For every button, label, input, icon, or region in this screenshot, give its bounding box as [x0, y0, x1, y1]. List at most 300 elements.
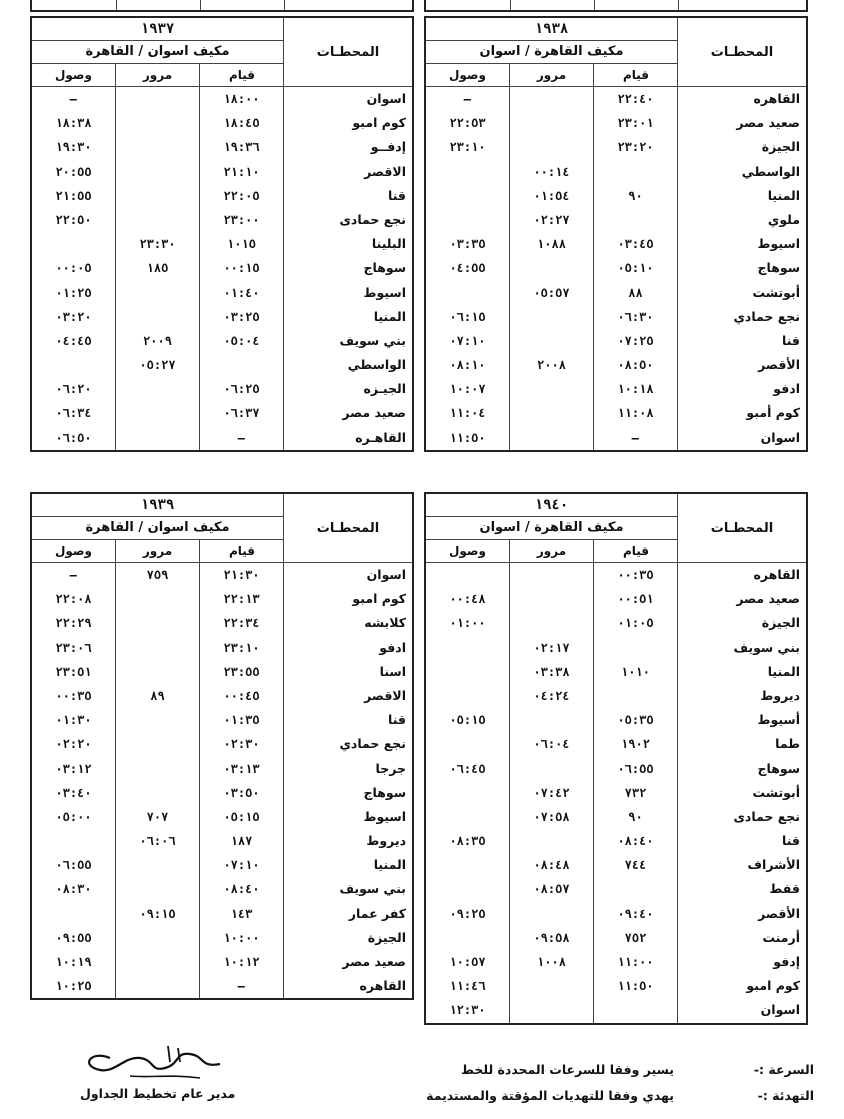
pass-cell	[116, 160, 200, 184]
depart-cell: ٠٨:٤٠	[200, 877, 284, 901]
arrive-cell: ٠١:٣٠	[32, 708, 116, 732]
station-cell: كلابشه	[364, 615, 406, 631]
col-header-arrive: وصول	[426, 540, 510, 562]
depart-cell: ٢٢:٤٠	[594, 87, 678, 111]
station-cell: الأقصر	[758, 905, 800, 921]
station-cell: صعيد مصر	[736, 115, 800, 131]
depart-cell: ٢٣:٠٠	[200, 208, 284, 232]
station-cell: الاقصر	[364, 163, 406, 179]
station-cell: قنا	[782, 833, 800, 849]
station-cell: طما	[775, 736, 800, 752]
col-header-arrive: وصول	[32, 540, 116, 562]
depart-cell: ٠٥:٣٥	[594, 708, 678, 732]
depart-cell: ٠٢:٣٠	[200, 732, 284, 756]
depart-cell: ١٩:٣٦	[200, 135, 284, 159]
depart-cell: ٢٣:٠١	[594, 111, 678, 135]
handwritten-signature	[70, 1028, 240, 1088]
station-cell: قفط	[769, 881, 800, 897]
pass-cell: ٠١:٥٤	[510, 184, 594, 208]
depart-cell: —	[200, 974, 284, 998]
pass-cell	[510, 256, 594, 280]
pass-cell: ٠٦:٠٤	[510, 732, 594, 756]
station-cell: اسوان	[760, 1002, 800, 1018]
pass-cell	[116, 853, 200, 877]
station-cell: كوم أمبو	[746, 405, 800, 421]
table-route: مكيف اسوان / القاهرة	[32, 517, 283, 540]
pass-cell: ٠٤:٢٤	[510, 684, 594, 708]
arrive-cell	[426, 281, 510, 305]
depart-cell	[594, 684, 678, 708]
table-body	[426, 563, 806, 1023]
station-cell: ادفو	[773, 381, 800, 397]
table-header	[426, 18, 806, 87]
depart-cell: ٢٣:١٠	[200, 636, 284, 660]
arrive-cell: ٢٢:٢٩	[32, 611, 116, 635]
col-header-depart: قيام	[622, 68, 650, 82]
pass-cell	[116, 732, 200, 756]
table-header	[32, 494, 412, 563]
col-header-pass: مرور	[510, 64, 594, 86]
depart-cell: ٠٣:٥٠	[200, 781, 284, 805]
depart-cell: ٠٠:٤٥	[200, 684, 284, 708]
station-cell: البلينا	[371, 236, 406, 252]
pass-cell	[510, 708, 594, 732]
arrive-cell: ٠٧:١٠	[426, 329, 510, 353]
station-cell: الأقصر	[758, 357, 800, 373]
pass-cell: ٨٩	[116, 684, 200, 708]
station-cell: صعيد مصر	[736, 591, 800, 607]
station-cell: ملوي	[767, 211, 800, 227]
table-year: ١٩٣٧	[32, 18, 283, 41]
pass-cell	[510, 135, 594, 159]
col-header-arrive: وصول	[426, 64, 510, 86]
pass-cell	[116, 611, 200, 635]
station-cell: ديروط	[760, 687, 800, 703]
station-cell: ديروط	[366, 833, 406, 849]
pass-cell: ٠٢:٢٧	[510, 208, 594, 232]
col-header-depart: قيام	[228, 544, 256, 558]
timetable-1940	[424, 492, 808, 1025]
depart-cell: ٧٣٢	[594, 781, 678, 805]
depart-cell: ١٨:٠٠	[200, 87, 284, 111]
arrive-cell: ٠٤:٤٥	[32, 329, 116, 353]
depart-cell: ٠٦:٣٠	[594, 305, 678, 329]
arrive-cell: ٠٥:١٥	[426, 708, 510, 732]
depart-cell: ١١:٠٨	[594, 401, 678, 425]
pass-cell	[510, 974, 594, 998]
table-header	[32, 18, 412, 87]
arrive-cell: ١١:٥٠	[426, 426, 510, 450]
arrive-cell: ٠٦:٥٠	[32, 426, 116, 450]
station-cell: اسنا	[379, 663, 406, 679]
arrive-cell: ٠٦:٤٥	[426, 757, 510, 781]
arrive-cell: ٠١:٠٠	[426, 611, 510, 635]
table-year: ١٩٣٩	[32, 494, 283, 517]
pass-cell: ٠٩:٥٨	[510, 926, 594, 950]
pass-cell	[116, 781, 200, 805]
col-header-depart: قيام	[622, 544, 650, 558]
station-cell: صعيد مصر	[342, 405, 406, 421]
station-cell: قنا	[782, 332, 800, 348]
depart-cell: ١٠:١٢	[200, 950, 284, 974]
station-cell: سوهاج	[363, 784, 406, 800]
depart-cell: ٢٢:٣٤	[200, 611, 284, 635]
pass-cell: ٢٠٠٨	[510, 353, 594, 377]
arrive-cell: ٠٨:٣٥	[426, 829, 510, 853]
pass-cell: ٧٠٧	[116, 805, 200, 829]
station-cell: اسيوط	[757, 236, 800, 252]
pass-cell	[116, 135, 200, 159]
slowdown-note-text: يهدي وفقا للتهديات المؤقتة والمستديمة	[426, 1088, 674, 1103]
arrive-cell: ٠٦:٣٤	[32, 401, 116, 425]
station-cell: نجع حمادي	[339, 736, 406, 752]
depart-cell: ٠٠:٥١	[594, 587, 678, 611]
table-header	[426, 494, 806, 563]
arrive-cell: ٠٤:٥٥	[426, 256, 510, 280]
col-header-pass: مرور	[116, 540, 200, 562]
depart-cell: ١٠١٥	[200, 232, 284, 256]
pass-cell	[510, 998, 594, 1022]
station-cell: الواسطي	[347, 357, 406, 373]
station-cell: أبوتشت	[752, 784, 800, 800]
pass-cell: ٠٧:٤٢	[510, 781, 594, 805]
depart-cell: ٠٣:١٣	[200, 757, 284, 781]
station-cell: سوهاج	[363, 260, 406, 276]
depart-cell: ٠٥:١٥	[200, 805, 284, 829]
depart-cell: ١٨:٤٥	[200, 111, 284, 135]
timetable-1939	[30, 492, 414, 1000]
arrive-cell: ٢٣:٠٦	[32, 636, 116, 660]
arrive-cell	[426, 636, 510, 660]
depart-cell: ٠٧:١٠	[200, 853, 284, 877]
arrive-cell: ١٨:٣٨	[32, 111, 116, 135]
station-cell: كوم امبو	[352, 591, 406, 607]
station-cell: المنيا	[767, 663, 800, 679]
depart-cell: ١٠:٠٠	[200, 926, 284, 950]
timetable-1938	[424, 16, 808, 452]
arrive-cell: ١٩:٣٠	[32, 135, 116, 159]
arrive-cell	[32, 829, 116, 853]
pass-cell	[510, 87, 594, 111]
pass-cell	[510, 111, 594, 135]
depart-cell	[594, 877, 678, 901]
station-cell: اسوان	[760, 429, 800, 445]
station-cell: المنيا	[373, 308, 406, 324]
arrive-cell	[426, 805, 510, 829]
pass-cell: ٠٥:٥٧	[510, 281, 594, 305]
pass-cell	[116, 377, 200, 401]
arrive-cell: ٠٢:٢٠	[32, 732, 116, 756]
depart-cell	[594, 160, 678, 184]
station-cell: الاقصر	[364, 687, 406, 703]
arrive-cell: ٠٦:٥٥	[32, 853, 116, 877]
depart-cell: ٠٥:١٠	[594, 256, 678, 280]
arrive-cell: ٠٣:٣٥	[426, 232, 510, 256]
pass-cell: ٠٠:١٤	[510, 160, 594, 184]
arrive-cell	[426, 853, 510, 877]
depart-cell: ٢١:٣٠	[200, 563, 284, 587]
station-cell: سوهاج	[757, 760, 800, 776]
depart-cell: ٨٨	[594, 281, 678, 305]
pass-cell	[116, 950, 200, 974]
station-cell: قنا	[388, 712, 406, 728]
depart-cell: ٠٦:٥٥	[594, 757, 678, 781]
arrive-cell: ٢٣:١٠	[426, 135, 510, 159]
table-year: ١٩٤٠	[426, 494, 677, 517]
station-cell: المنيا	[767, 187, 800, 203]
col-header-station: المحطـات	[316, 520, 380, 536]
pass-cell	[116, 926, 200, 950]
speed-note-label: السرعة :-	[753, 1062, 814, 1077]
station-cell: قنا	[388, 187, 406, 203]
depart-cell: ٠٣:٢٥	[200, 305, 284, 329]
pass-cell	[116, 877, 200, 901]
pass-cell	[510, 563, 594, 587]
arrive-cell: —	[32, 563, 116, 587]
arrive-cell	[426, 926, 510, 950]
table-body	[426, 87, 806, 450]
depart-cell	[594, 636, 678, 660]
arrive-cell: ٢٢:٥٠	[32, 208, 116, 232]
pass-cell: ٠٨:٤٨	[510, 853, 594, 877]
depart-cell: ١٨٧	[200, 829, 284, 853]
depart-cell: —	[200, 426, 284, 450]
col-header-depart: قيام	[228, 68, 256, 82]
table-body	[32, 563, 412, 998]
arrive-cell: ٠٨:١٠	[426, 353, 510, 377]
station-cell: نجع حمادى	[339, 211, 406, 227]
station-cell: اسيوط	[363, 284, 406, 300]
station-cell: بني سويف	[733, 639, 800, 655]
pass-cell: ٠٧:٥٨	[510, 805, 594, 829]
station-cell: القاهره	[359, 978, 406, 994]
arrive-cell	[426, 732, 510, 756]
depart-cell: ٠١:٣٥	[200, 708, 284, 732]
station-cell: جرجا	[375, 760, 406, 776]
depart-cell	[594, 208, 678, 232]
station-cell: كوم امبو	[352, 115, 406, 131]
arrive-cell: ٢٣:٥١	[32, 660, 116, 684]
pass-cell: ٠٣:٣٨	[510, 660, 594, 684]
pass-cell: ١٠٨٨	[510, 232, 594, 256]
arrive-cell: ١٠:١٩	[32, 950, 116, 974]
arrive-cell	[32, 232, 116, 256]
station-cell: الجيزة	[761, 615, 800, 631]
arrive-cell: ٠١:٢٥	[32, 281, 116, 305]
pass-cell	[116, 426, 200, 450]
pass-cell	[116, 184, 200, 208]
pass-cell	[116, 708, 200, 732]
arrive-cell: ٠٠:٤٨	[426, 587, 510, 611]
station-cell: إدفو	[773, 954, 800, 969]
station-cell: القاهره	[753, 91, 800, 106]
arrive-cell	[32, 353, 116, 377]
station-cell: كفر عمار	[348, 905, 406, 921]
signature-title: مدير عام تخطيط الجداول	[80, 1086, 236, 1101]
table-route: مكيف القاهرة / اسوان	[426, 41, 677, 64]
depart-cell: —	[594, 426, 678, 450]
arrive-cell	[426, 160, 510, 184]
depart-cell: ٠٨:٤٠	[594, 829, 678, 853]
arrive-cell: ٠٠:٠٥	[32, 256, 116, 280]
pass-cell: ٠٢:١٧	[510, 636, 594, 660]
arrive-cell: ٠٩:٢٥	[426, 902, 510, 926]
depart-cell: ٠٧:٢٥	[594, 329, 678, 353]
pass-cell	[116, 757, 200, 781]
depart-cell: ٠٣:٤٥	[594, 232, 678, 256]
arrive-cell: ١١:٤٦	[426, 974, 510, 998]
timetable-1937	[30, 16, 414, 452]
pass-cell	[510, 611, 594, 635]
arrive-cell: —	[426, 87, 510, 111]
arrive-cell	[426, 184, 510, 208]
station-cell: القاهره	[753, 567, 800, 582]
depart-cell: ٠٠:١٥	[200, 256, 284, 280]
pass-cell: ٢٣:٣٠	[116, 232, 200, 256]
depart-cell	[594, 998, 678, 1022]
depart-cell: ١٤٣	[200, 902, 284, 926]
station-cell: القاهـره	[355, 429, 406, 445]
depart-cell: ١١:٠٠	[594, 950, 678, 974]
pass-cell: ٠٩:١٥	[116, 902, 200, 926]
station-cell: الواسطي	[741, 163, 800, 179]
slowdown-note-label: التهدئة :-	[757, 1088, 814, 1103]
pass-cell	[510, 329, 594, 353]
pass-cell	[510, 377, 594, 401]
depart-cell: ٢٣:٢٠	[594, 135, 678, 159]
col-header-pass: مرور	[116, 64, 200, 86]
pass-cell	[510, 401, 594, 425]
arrive-cell: —	[32, 87, 116, 111]
depart-cell: ١٩٠٢	[594, 732, 678, 756]
pass-cell	[116, 587, 200, 611]
depart-cell: ٠٥:٠٤	[200, 329, 284, 353]
pass-cell	[116, 111, 200, 135]
station-cell: المنيا	[373, 857, 406, 873]
arrive-cell: ٠٦:٢٠	[32, 377, 116, 401]
depart-cell: ٢١:١٠	[200, 160, 284, 184]
col-header-station: المحطـات	[710, 44, 774, 60]
col-header-station: المحطـات	[316, 44, 380, 60]
depart-cell: ٠٠:٣٥	[594, 563, 678, 587]
depart-cell: ١١:٥٠	[594, 974, 678, 998]
depart-cell: ٠١:٤٠	[200, 281, 284, 305]
col-header-pass: مرور	[510, 540, 594, 562]
pass-cell	[116, 401, 200, 425]
col-header-station: المحطـات	[710, 520, 774, 536]
pass-cell: ١٠٠٨	[510, 950, 594, 974]
station-cell: بني سويف	[339, 332, 406, 348]
depart-cell: ٢٢:١٣	[200, 587, 284, 611]
depart-cell: ٠٦:٢٥	[200, 377, 284, 401]
depart-cell: ١٠:١٨	[594, 377, 678, 401]
depart-cell: ٠٦:٣٧	[200, 401, 284, 425]
pass-cell	[510, 587, 594, 611]
pass-cell: ٠٥:٢٧	[116, 353, 200, 377]
pass-cell	[116, 974, 200, 998]
pass-cell	[116, 660, 200, 684]
table-year: ١٩٣٨	[426, 18, 677, 41]
depart-cell: ٢٢:٠٥	[200, 184, 284, 208]
arrive-cell: ٠٥:٠٠	[32, 805, 116, 829]
col-header-arrive: وصول	[32, 64, 116, 86]
depart-cell: ٧٥٢	[594, 926, 678, 950]
station-cell: نجع حمادى	[733, 808, 800, 824]
top-cutoff-table-right	[424, 0, 808, 12]
arrive-cell: ٢١:٥٥	[32, 184, 116, 208]
arrive-cell: ١٠:٠٧	[426, 377, 510, 401]
depart-cell: ٩٠	[594, 184, 678, 208]
pass-cell	[510, 829, 594, 853]
pass-cell	[510, 426, 594, 450]
station-cell: إدفــو	[370, 139, 406, 155]
arrive-cell: ١٢:٣٠	[426, 998, 510, 1022]
station-cell: نجع حمادي	[733, 308, 800, 324]
depart-cell: ٩٠	[594, 805, 678, 829]
station-cell: الجيزة	[761, 139, 800, 155]
arrive-cell: ٢٢:٠٨	[32, 587, 116, 611]
depart-cell: ٠٩:٤٠	[594, 902, 678, 926]
pass-cell	[116, 208, 200, 232]
station-cell: اسوان	[366, 567, 406, 582]
pass-cell	[510, 305, 594, 329]
arrive-cell	[426, 877, 510, 901]
station-cell: الجيـزه	[363, 381, 406, 397]
arrive-cell: ١٠:٥٧	[426, 950, 510, 974]
station-cell: أرمنت	[762, 929, 800, 945]
pass-cell	[116, 636, 200, 660]
arrive-cell: ٠٣:٤٠	[32, 781, 116, 805]
arrive-cell: ١٠:٢٥	[32, 974, 116, 998]
arrive-cell: ٠٣:٢٠	[32, 305, 116, 329]
station-cell: اسيوط	[363, 808, 406, 824]
arrive-cell: ١١:٠٤	[426, 401, 510, 425]
depart-cell: ٠١:٠٥	[594, 611, 678, 635]
station-cell: اسوان	[366, 91, 406, 106]
table-route: مكيف اسوان / القاهرة	[32, 41, 283, 64]
pass-cell: ١٨٥	[116, 256, 200, 280]
top-cutoff-table-left	[30, 0, 414, 12]
table-body	[32, 87, 412, 450]
depart-cell: ٧٤٤	[594, 853, 678, 877]
station-cell: الجيزة	[367, 929, 406, 945]
arrive-cell: ٠٠:٣٥	[32, 684, 116, 708]
speed-note-text: يسير وفقا للسرعات المحددة للخط	[460, 1062, 674, 1077]
depart-cell: ٠٨:٥٠	[594, 353, 678, 377]
arrive-cell	[426, 563, 510, 587]
station-cell: كوم امبو	[746, 978, 800, 994]
table-route: مكيف القاهرة / اسوان	[426, 517, 677, 540]
depart-cell: ١٠١٠	[594, 660, 678, 684]
arrive-cell: ٠٦:١٥	[426, 305, 510, 329]
station-cell: أبوتشت	[752, 284, 800, 300]
arrive-cell: ٢٠:٥٥	[32, 160, 116, 184]
pass-cell	[510, 757, 594, 781]
depart-cell: ٢٣:٥٥	[200, 660, 284, 684]
arrive-cell	[426, 684, 510, 708]
station-cell: سوهاج	[757, 260, 800, 276]
arrive-cell: ٠٣:١٢	[32, 757, 116, 781]
arrive-cell	[32, 902, 116, 926]
arrive-cell: ٠٩:٥٥	[32, 926, 116, 950]
pass-cell	[510, 902, 594, 926]
arrive-cell	[426, 781, 510, 805]
arrive-cell	[426, 660, 510, 684]
arrive-cell	[426, 208, 510, 232]
pass-cell	[116, 87, 200, 111]
arrive-cell: ٠٨:٣٠	[32, 877, 116, 901]
pass-cell: ٠٦:٠٦	[116, 829, 200, 853]
